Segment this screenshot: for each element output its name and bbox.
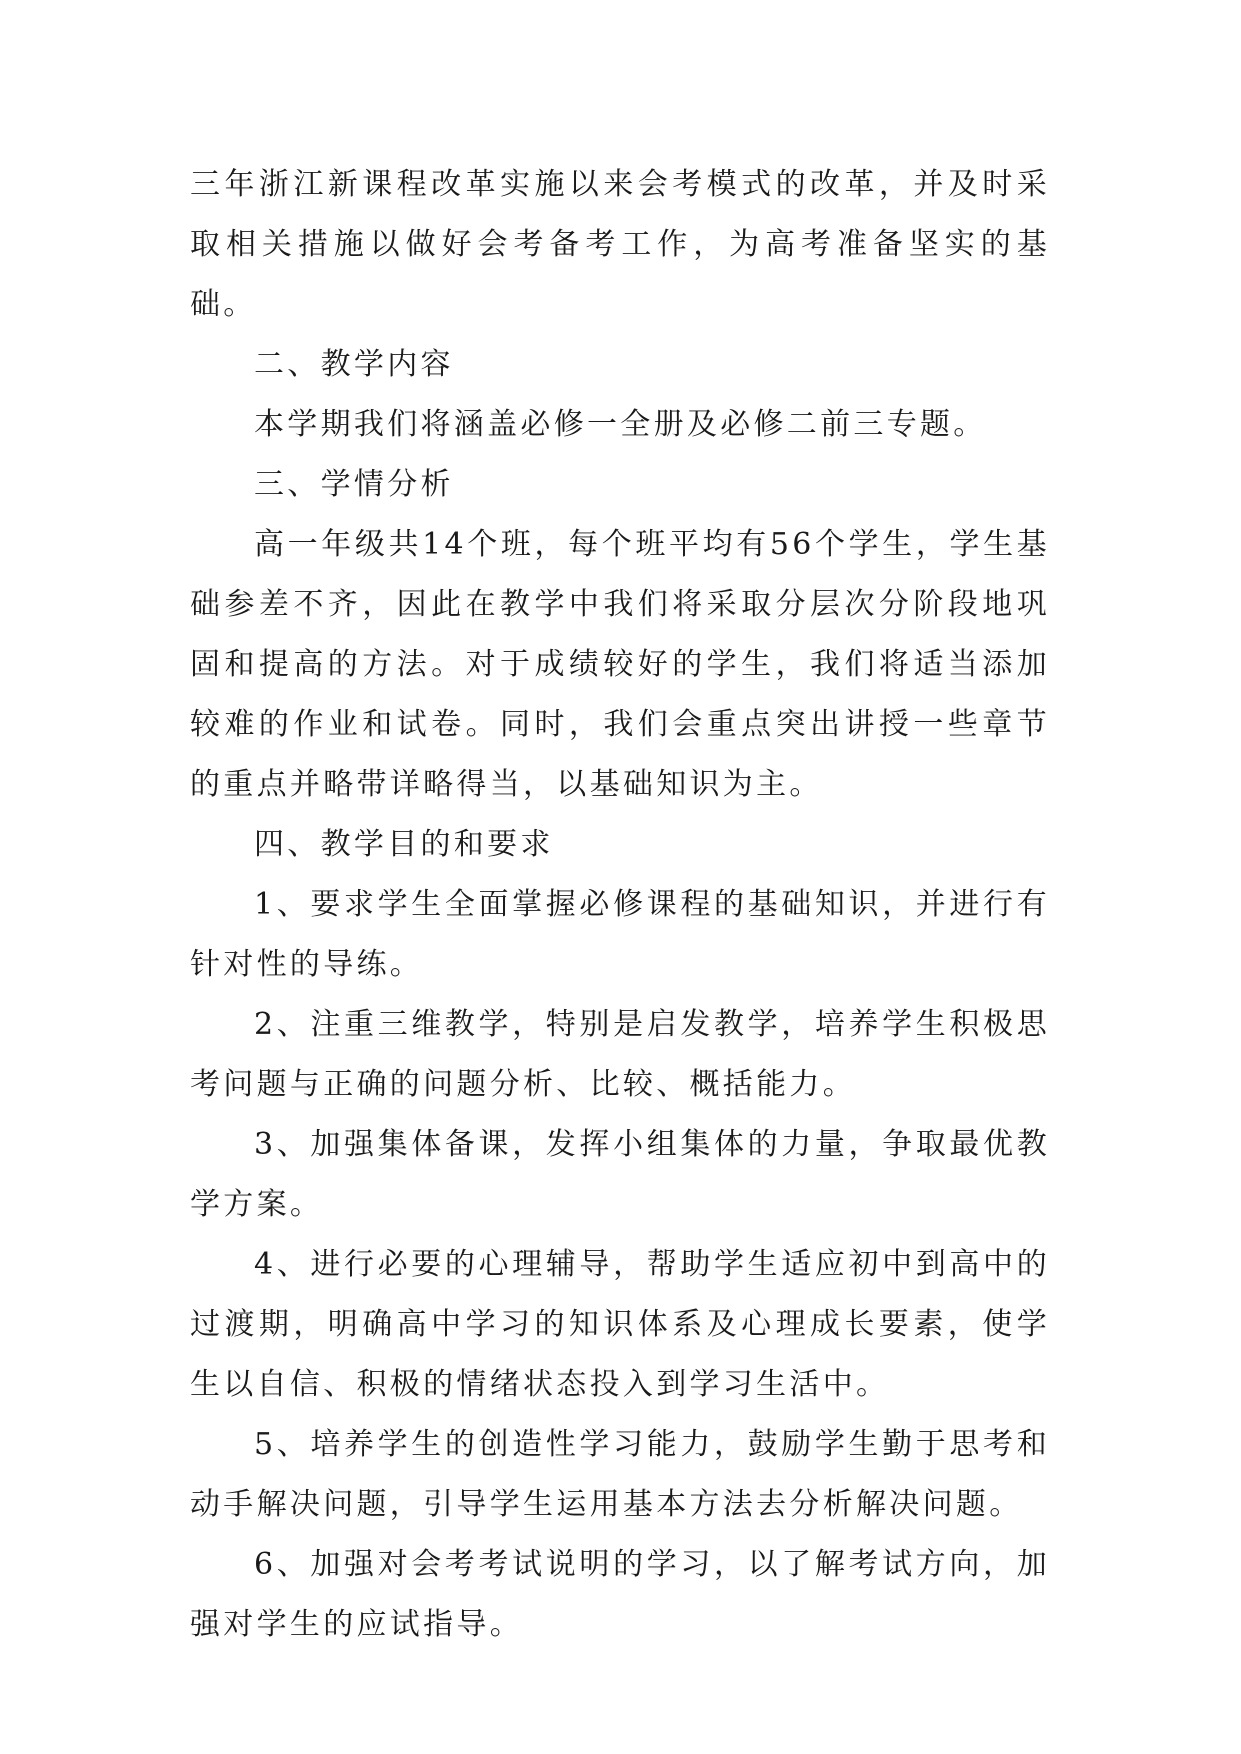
paragraph-intro-continuation: 三年浙江新课程改革实施以来会考模式的改革，并及时采取相关措施以做好会考备考工作，为高考准备坚实的基础。 — [190, 167, 1050, 322]
heading-teaching-content: 二、教学内容 — [254, 347, 454, 382]
paragraph-teaching-content: 本学期我们将涵盖必修一全册及必修二前三专题。 — [254, 407, 987, 442]
list-item-goal-6: 6、加强对会考考试说明的学习，以了解考试方向，加强对学生的应试指导。 — [190, 1547, 1050, 1642]
document-page — [190, 155, 1050, 1655]
list-item-goal-2: 2、注重三维教学，特别是启发教学，培养学生积极思考问题与正确的问题分析、比较、概括能力。 — [190, 1007, 1050, 1102]
list-item-goal-4: 4、进行必要的心理辅导，帮助学生适应初中到高中的过渡期，明确高中学习的知识体系及心理成长要素，使学生以自信、积极的情绪状态投入到学习生活中。 — [190, 1247, 1050, 1402]
paragraph-student-analysis: 高一年级共14个班，每个班平均有56个学生，学生基础参差不齐，因此在教学中我们将采取分层次分阶段地巩固和提高的方法。对于成绩较好的学生，我们将适当添加较难的作业和试卷。同时，我们会重点突出讲授一些章节的重点并略带详略得当，以基础知识为主。 — [190, 527, 1050, 802]
heading-student-analysis: 三、学情分析 — [254, 467, 454, 502]
heading-teaching-goals: 四、教学目的和要求 — [254, 827, 554, 862]
list-item-goal-5: 5、培养学生的创造性学习能力，鼓励学生勤于思考和动手解决问题，引导学生运用基本方法去分析解决问题。 — [190, 1427, 1050, 1522]
list-item-goal-3: 3、加强集体备课，发挥小组集体的力量，争取最优教学方案。 — [190, 1127, 1050, 1222]
list-item-goal-1: 1、要求学生全面掌握必修课程的基础知识，并进行有针对性的导练。 — [190, 887, 1050, 982]
